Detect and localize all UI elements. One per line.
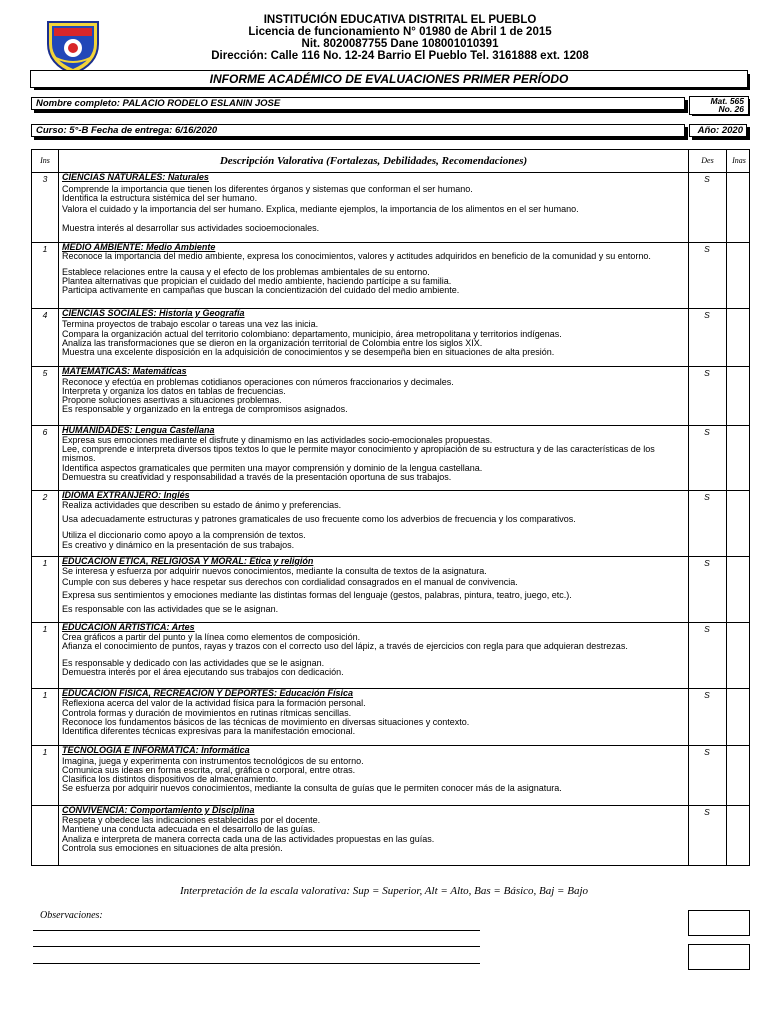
student-name: Nombre completo: PALACIO RODELO ESLANIN JOSE (31, 97, 685, 110)
description-header: Descripción Valorativa (Fortalezas, Debilidades, Recomendaciones) (219, 155, 528, 167)
course-info: Curso: 5°-B Fecha de entrega: 6/16/2020 (31, 124, 685, 137)
area-description: Reconoce los fundamentos básicos de las técnicas de movimiento en diversas situaciones y contexto. (62, 718, 470, 727)
ins-value: 3 (42, 174, 48, 184)
area-description: Respeta y obedece las indicaciones establecidas por el docente. (62, 816, 321, 825)
area-description: Controla formas y duración de movimientos en rutinas rítmicas sencillas. (62, 709, 352, 718)
area-description: Afianza el conocimiento de puntos, rayas y trazos con el correcto uso del lápiz, a través de ejercicios con regla para que adquieran destrezas. (62, 642, 628, 651)
area-row (32, 308, 749, 366)
area-description: Clasifica los distintos dispositivos de almacenamiento. (62, 775, 279, 784)
evaluation-table (31, 149, 750, 866)
license-text: Licencia de funcionamiento N° 01980 de Abril 1 de 2015 (248, 26, 552, 38)
des-value: S (704, 492, 710, 502)
mat-number: Mat. 565 (710, 96, 744, 106)
observations-label: Observaciones: (40, 910, 103, 921)
observation-line (33, 963, 480, 964)
grade-box (688, 910, 750, 936)
area-row (32, 622, 749, 688)
ins-value: 1 (42, 558, 48, 568)
area-description: Identifica aspectos gramaticales que permiten una mayor comprensión y dominio de la lengua castellana. (62, 464, 483, 473)
area-row (32, 490, 749, 556)
ins-value: 4 (42, 310, 48, 320)
area-description: Reflexiona acerca del valor de la actividad física para la formación personal. (62, 699, 366, 708)
des-value: S (704, 368, 710, 378)
des-value: S (704, 174, 710, 184)
grading-scale: Interpretación de la escala valorativa: Sup = Superior, Alt = Alto, Bas = Básico, Baj = Bajo (179, 885, 589, 897)
area-description: Lee, comprende e interpreta diversos tipos textos lo que le permite mayor conocimiento y apropiación de su estructura y de las características de los mismos. (62, 445, 655, 463)
area-description: Usa adecuadamente estructuras y patrones gramaticales de uso frecuente como los adverbios de frecuencia y los comparativos. (62, 515, 576, 524)
ins-value: 1 (42, 690, 48, 700)
area-title: CIENCIAS NATURALES: Naturales (62, 173, 209, 182)
area-description: Interpreta y organiza los datos en tablas de frecuencias. (62, 387, 286, 396)
address-text: Dirección: Calle 116 No. 12-24 Barrio El Pueblo Tel. 3161888 ext. 1208 (211, 50, 589, 62)
grade-box (688, 944, 750, 970)
ins-header: Ins (40, 156, 50, 165)
area-row (32, 366, 749, 425)
area-description: Crea gráficos a partir del punto y la línea como elementos de composición. (62, 633, 361, 642)
area-row (32, 242, 749, 308)
school-logo (42, 14, 104, 76)
observation-line (33, 946, 480, 947)
area-description: Es creativo y dinámico en la presentación de sus trabajos. (62, 541, 295, 550)
area-title: MEDIO AMBIENTE: Medio Ambiente (62, 243, 216, 252)
area-title: TECNOLOGÍA E INFORMÁTICA: Informática (62, 746, 250, 755)
area-row (32, 805, 749, 867)
area-description: Analiza las transformaciones que se dieron en la organización territorial de Colombia entre los siglos XIX. (62, 339, 483, 348)
area-description: Comprende la importancia que tienen los diferentes órganos y sistemas que conforman el ser humano. (62, 185, 473, 194)
year-info: Año: 2020 (689, 124, 747, 137)
des-value: S (704, 624, 710, 634)
area-description: Demuestra interés por el área ejecutando sus trabajos con dedicación. (62, 668, 344, 677)
area-description: Compara la organización actual del territorio colombiano: departamento, municipio, área metropolitana y territorios indígenas. (62, 330, 562, 339)
area-description: Utiliza el diccionario como apoyo a la comprensión de textos. (62, 531, 306, 540)
area-description: Participa activamente en campañas que buscan la concientización del cuidado del medio ambiente. (62, 286, 460, 295)
area-description: Valora el cuidado y la importancia del ser humano. Explica, mediante ejemplos, la importancia de los alimentos en el ser humano. (62, 205, 579, 214)
area-description: Muestra una excelente disposición en la adquisición de conocimientos y se desempeña bien en situaciones de alta presión. (62, 348, 555, 357)
area-description: Identifica la estructura sistémica del ser humano. (62, 194, 258, 203)
inas-header: Inas (732, 156, 746, 165)
area-description: Muestra interés al desarrollar sus actividades socioemocionales. (62, 224, 320, 233)
area-description: Se interesa y esfuerza por adquirir nuevos conocimientos, mediante la consulta de textos de la asignatura. (62, 567, 487, 576)
area-title: EDUCACIÓN FÍSICA, RECREACIÓN Y DEPORTES: Educación Física (62, 689, 354, 698)
des-value: S (704, 690, 710, 700)
des-value: S (704, 244, 710, 254)
area-description: Mantiene una conducta adecuada en el desarrollo de las guías. (62, 825, 316, 834)
area-title: CONVIVENCIA: Comportamiento y Disciplina (62, 806, 255, 815)
ins-value: 1 (42, 244, 48, 254)
area-description: Analiza e interpreta de manera correcta cada una de las actividades propuestas en las guías. (62, 835, 435, 844)
area-description: Imagina, juega y experimenta con instrumentos tecnológicos de su entorno. (62, 757, 364, 766)
des-value: S (704, 310, 710, 320)
area-row (32, 425, 749, 490)
area-row (32, 688, 749, 745)
des-value: S (704, 747, 710, 757)
area-title: EDUCACIÓN ARTÍSTICA: Artes (62, 623, 195, 632)
ins-value: 6 (42, 427, 48, 437)
area-description: Expresa sus sentimientos y emociones mediante las distintas formas del lenguaje (gestos, palabras, pintura, teatro, juego, etc.). (62, 591, 572, 600)
area-description: Cumple con sus deberes y hace respetar sus derechos con cordialidad consagrados en el manual de convivencia. (62, 578, 518, 587)
enrollment-box (689, 96, 749, 115)
area-title: MATEMATICAS: Matemáticas (62, 367, 187, 376)
area-description: Es responsable y organizado en la entrega de compromisos asignados. (62, 405, 348, 414)
area-row (32, 745, 749, 805)
area-title: CIENCIAS SOCIALES: Historia y Geografía (62, 309, 245, 318)
area-title: EDUCACION ETICA, RELIGIOSA Y MORAL: Ética y religión (62, 557, 314, 566)
area-description: Controla sus emociones en situaciones de alta presión. (62, 844, 283, 853)
area-description: Demuestra su creatividad y responsabilidad a través de la presentación oportuna de sus trabajos. (62, 473, 452, 482)
des-value: S (704, 558, 710, 568)
des-value: S (704, 807, 710, 817)
list-number: No. 26 (718, 104, 744, 114)
area-description: Propone soluciones asertivas a situaciones problemas. (62, 396, 282, 405)
area-title: IDIOMA EXTRANJERO: Inglés (62, 491, 190, 500)
ins-value: 1 (42, 624, 48, 634)
area-description: Comunica sus ideas en forma escrita, oral, gráfica o corporal, entre otras. (62, 766, 356, 775)
area-description: Realiza actividades que describen su estado de ánimo y preferencias. (62, 501, 342, 510)
area-description: Reconoce y efectúa en problemas cotidianos operaciones con números fraccionarios y decimales. (62, 378, 454, 387)
area-description: Expresa sus emociones mediante el disfrute y dinamismo en las actividades socio-emocionales propuestas. (62, 436, 493, 445)
area-description: Se esfuerza por adquirir nuevos conocimientos, mediante la consulta de guías que le permiten conocer más de la asignatura. (62, 784, 562, 793)
ins-value: 5 (42, 368, 48, 378)
area-description: Identifica diferentes técnicas expresivas para la manifestación emocional. (62, 727, 356, 736)
nit-text: Nit. 8020087755 Dane 108001010391 (301, 38, 499, 50)
area-description: Plantea alternativas que propician el cuidado del medio ambiente, haciendo partícipe a su familia. (62, 277, 452, 286)
area-description: Es responsable con las actividades que se le asignan. (62, 605, 279, 614)
des-header: Des (701, 156, 714, 165)
area-row (32, 556, 749, 622)
des-value: S (704, 427, 710, 437)
area-description: Termina proyectos de trabajo escolar o tareas una vez las inicia. (62, 320, 319, 329)
ins-value: 2 (42, 492, 48, 502)
area-description: Es responsable y dedicado con las actividades que se le asignan. (62, 659, 325, 668)
observation-line (33, 930, 480, 931)
area-row (32, 172, 749, 242)
report-title: INFORME ACADÉMICO DE EVALUACIONES PRIMER PERÍODO (30, 70, 748, 88)
institution-name: INSTITUCIÓN EDUCATIVA DISTRITAL EL PUEBLO (263, 14, 537, 26)
area-description: Reconoce la importancia del medio ambiente, expresa los conocimientos, valores y actitudes adquiridos en beneficio de la comunidad y su entorno. (62, 252, 651, 261)
ins-value: 1 (42, 747, 48, 757)
area-description: Establece relaciones entre la causa y el efecto de los problemas ambientales de su entorno. (62, 268, 430, 277)
area-title: HUMANIDADES: Lengua Castellana (62, 426, 215, 435)
